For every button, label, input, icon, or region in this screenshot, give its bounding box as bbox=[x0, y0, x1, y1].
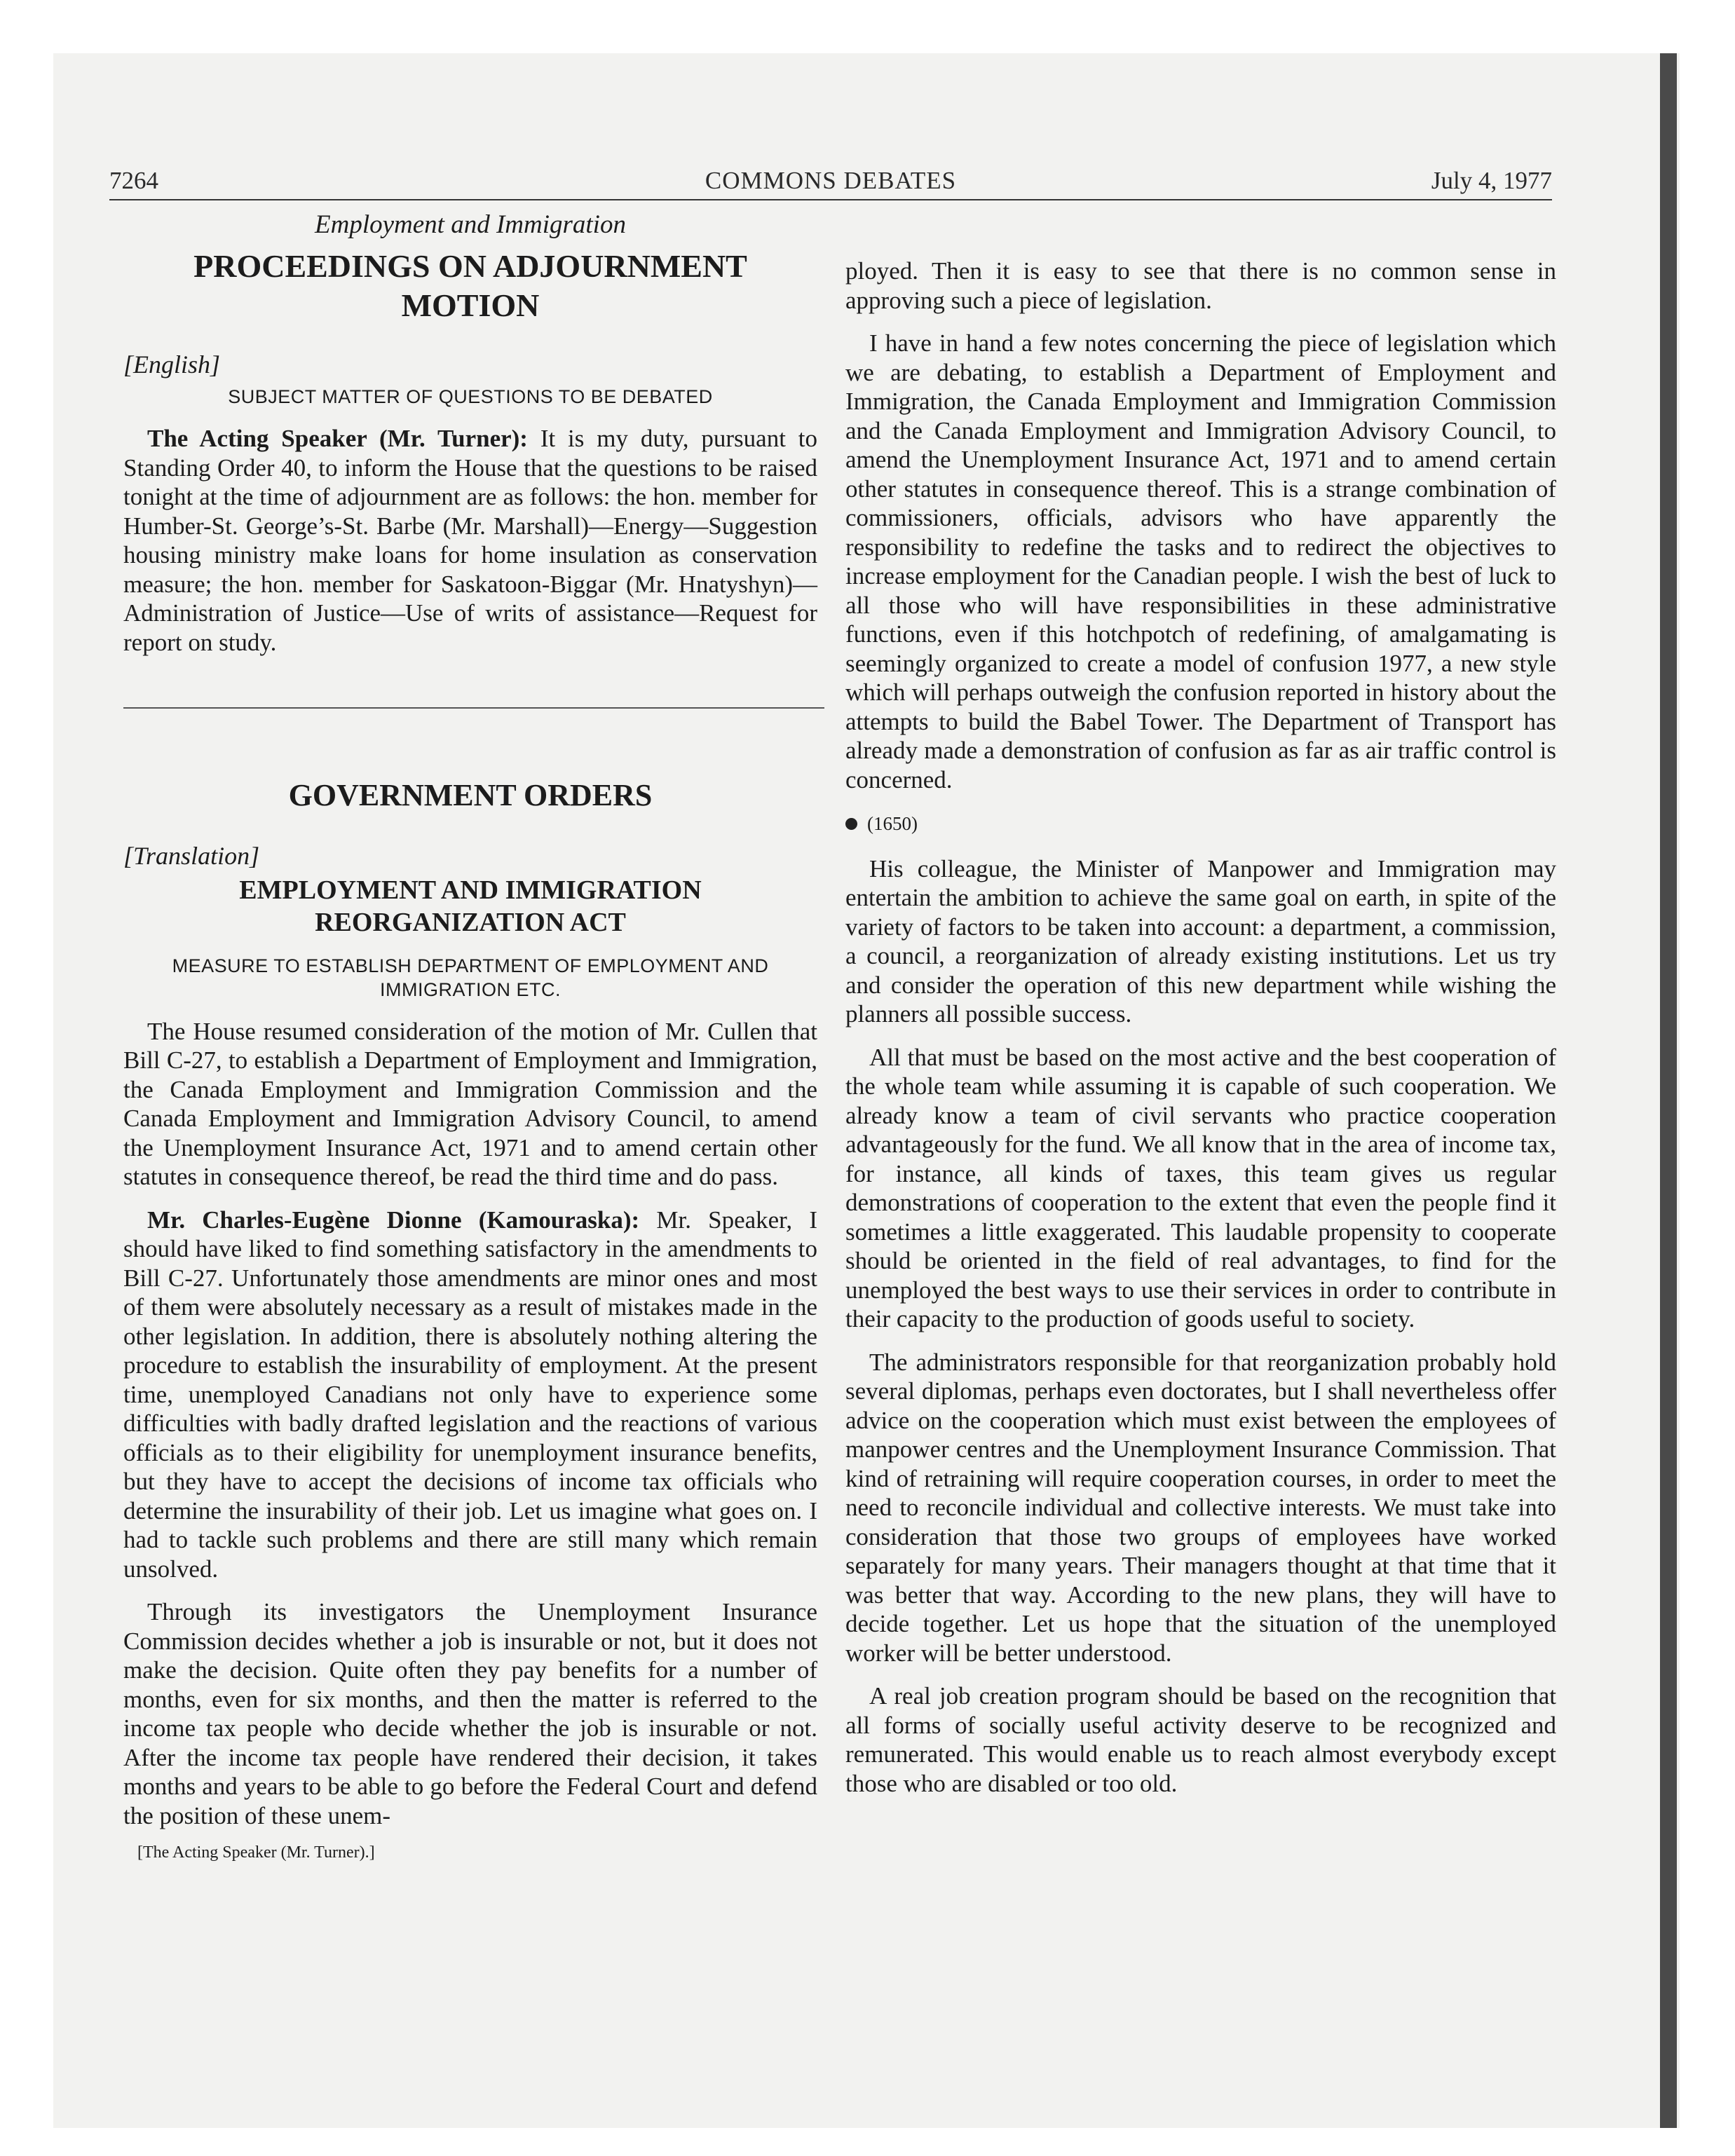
speaker-footnote: [The Acting Speaker (Mr. Turner).] bbox=[137, 1843, 375, 1862]
adjournment-heading: PROCEEDINGS ON ADJOURNMENT MOTION bbox=[193, 247, 747, 323]
language-note-translation: [Translation] bbox=[123, 842, 260, 870]
job-creation-paragraph: A real job creation program should be based on the recognition that all forms of socially useful activity deserve to be recognized and remunerated. This would enable us to reach almost everybody except those who are disabled or too old. bbox=[845, 1682, 1556, 1797]
bill-heading: EMPLOYMENT AND IMMIGRATION REORGANIZATION ACT bbox=[239, 875, 702, 937]
investigators-paragraph: Through its investigators the Unemployment Insurance Commission decides whether a job is insurable or not, but it does not make the decision. Quite often they pay benefits for a number of months, even for six months, and then the matter is referred to the income tax people who decide whether the job is insurable or not. After the income tax people have rendered their decision, it takes months and years to be able to go before the Federal Court and defend the position of these unem- bbox=[123, 1598, 817, 1829]
bullet-dot-icon bbox=[845, 818, 857, 830]
continuation-paragraph: ployed. Then it is easy to see that there is no common sense in approving such a piece of legislation. bbox=[845, 257, 1556, 314]
paragraph-text: Mr. Speaker, I should have liked to find something satisfactory in the amendments to Bill C-27. Unfortunately those amendments are minor ones and most of them were absolutely necessary as a result of mistakes made in the other legislation. In addition, there is absolutely nothing altering the procedure to establish the insurability of employment. At the present time, unemployed Canadians not only have to experience some difficulties with badly drafted legislation and the reactions of various officials as to their eligibility for unemployment insurance benefits, but they have to accept the decisions of income tax officials who determine the insurability of their job. Let us imagine what goes on. I had to tackle such problems and there are still many which remain unsolved. bbox=[123, 1206, 818, 1583]
cooperation-paragraph: All that must be based on the most active and the best cooperation of the whole team while assuming it is capable of such cooperation. We already know a team of civil servants who practice cooperation advantageously for the fund. We all know that in the area of income tax, for instance, all kinds of taxes, this team gives us regular demonstrations of cooperation to the extent that even the people find it sometimes a little exaggerated. This laudable propensity to cooperate should be oriented in the field of real advantages, to find for the unemployed the best ways to use their services in order to contribute in their capacity to the production of goods useful to society. bbox=[845, 1043, 1556, 1332]
subject-heading: Employment and Immigration bbox=[315, 210, 626, 239]
measure-caption: MEASURE TO ESTABLISH DEPARTMENT OF EMPLOYMENT AND IMMIGRATION ETC. bbox=[172, 955, 769, 1000]
publication-date: July 4, 1977 bbox=[1431, 167, 1552, 194]
government-orders-heading: GOVERNMENT ORDERS bbox=[288, 778, 653, 812]
left-column bbox=[123, 210, 817, 1868]
paragraph-text: It is my duty, pursuant to Standing Order 40, to inform the House that the questions to be raised tonight at the time of adjournment are as follows: the hon. member for Humber-St. George’s-St. Barbe (Mr. Marshall)—Energy—Suggestion housing ministry make loans for home insulation as conservation measure; the hon. member for Saskatoon-Biggar (Mr. Hnatyshyn)—Administration of Justice—Use of writs of assistance—Request for report on study. bbox=[123, 425, 818, 656]
right-column bbox=[845, 257, 1556, 1798]
motion-paragraph: The House resumed consideration of the motion of Mr. Cullen that Bill C-27, to establish a Department of Employment and Immigration, the Canada Employment and Immigration Commission and the Canada Employment and Immigration Advisory Council, to amend the Unemployment Insurance Act, 1971 and to amend certain other statutes in consequence thereof, be read the third time and do pass. bbox=[123, 1017, 817, 1190]
speaker-name: Mr. Charles-Eugène Dionne (Kamouraska): bbox=[147, 1206, 640, 1234]
time-marker bbox=[845, 810, 1556, 839]
speaker-name: The Acting Speaker (Mr. Turner): bbox=[147, 425, 528, 452]
questions-caption: SUBJECT MATTER OF QUESTIONS TO BE DEBATED bbox=[228, 386, 713, 407]
scan-edge-shadow bbox=[1660, 53, 1677, 2128]
notes-paragraph: I have in hand a few notes concerning the piece of legislation which we are debating, to establish a Department of Employment and Immigration, the Canada Employment and Immigration Commission and the Canada Employment and Immigration Advisory Council, to amend the Unemployment Insurance Act, 1971 and to amend certain other statutes in consequence thereof. This is a strange combination of commissioners, officials, advisors who have apparently the responsibility to redefine the tasks and to redirect the objectives to increase employment for the Canadian people. I wish the best of luck to all those who will have responsibilities in these administrative functions, even if this hotchpotch of redefining, of amalgamating is seemingly organized to create a model of confusion 1977, a new style which will perhaps outweigh the confusion reported in history about the attempts to build the Babel Tower. The Department of Transport has already made a demonstration of confusion as far as air traffic control is concerned. bbox=[845, 329, 1556, 793]
acting-speaker-paragraph bbox=[123, 424, 817, 657]
dionne-paragraph bbox=[123, 1206, 817, 1584]
administrators-paragraph: The administrators responsible for that reorganization probably hold several diplomas, perhaps even doctorates, but I shall nevertheless offer advice on the cooperation which must exist between the employees of manpower centres and the Unemployment Insurance Commission. That kind of retraining will require cooperation courses, in order to meet the need to reconcile individual and collective interests. We must take into consideration that those two groups of employees have worked separately for many years. Their managers thought at that time that it was better that way. According to the new plans, they will have to decide together. Let us hope that the situation of the unemployed worker will be better understood. bbox=[845, 1348, 1556, 1667]
language-note-english: [English] bbox=[123, 350, 221, 378]
page-header bbox=[109, 163, 1552, 200]
publication-title: COMMONS DEBATES bbox=[705, 167, 957, 194]
page-number: 7264 bbox=[109, 167, 158, 194]
section-divider bbox=[123, 707, 824, 709]
time-stamp: (1650) bbox=[867, 813, 918, 834]
colleague-paragraph: His colleague, the Minister of Manpower and Immigration may entertain the ambition to achieve the same goal on earth, in spite of the variety of factors to be taken into account: a department, a commission, a council, a reorganization of already existing institutions. Let us try and consider the operation of this new department while wishing the planners all possible success. bbox=[845, 854, 1556, 1028]
